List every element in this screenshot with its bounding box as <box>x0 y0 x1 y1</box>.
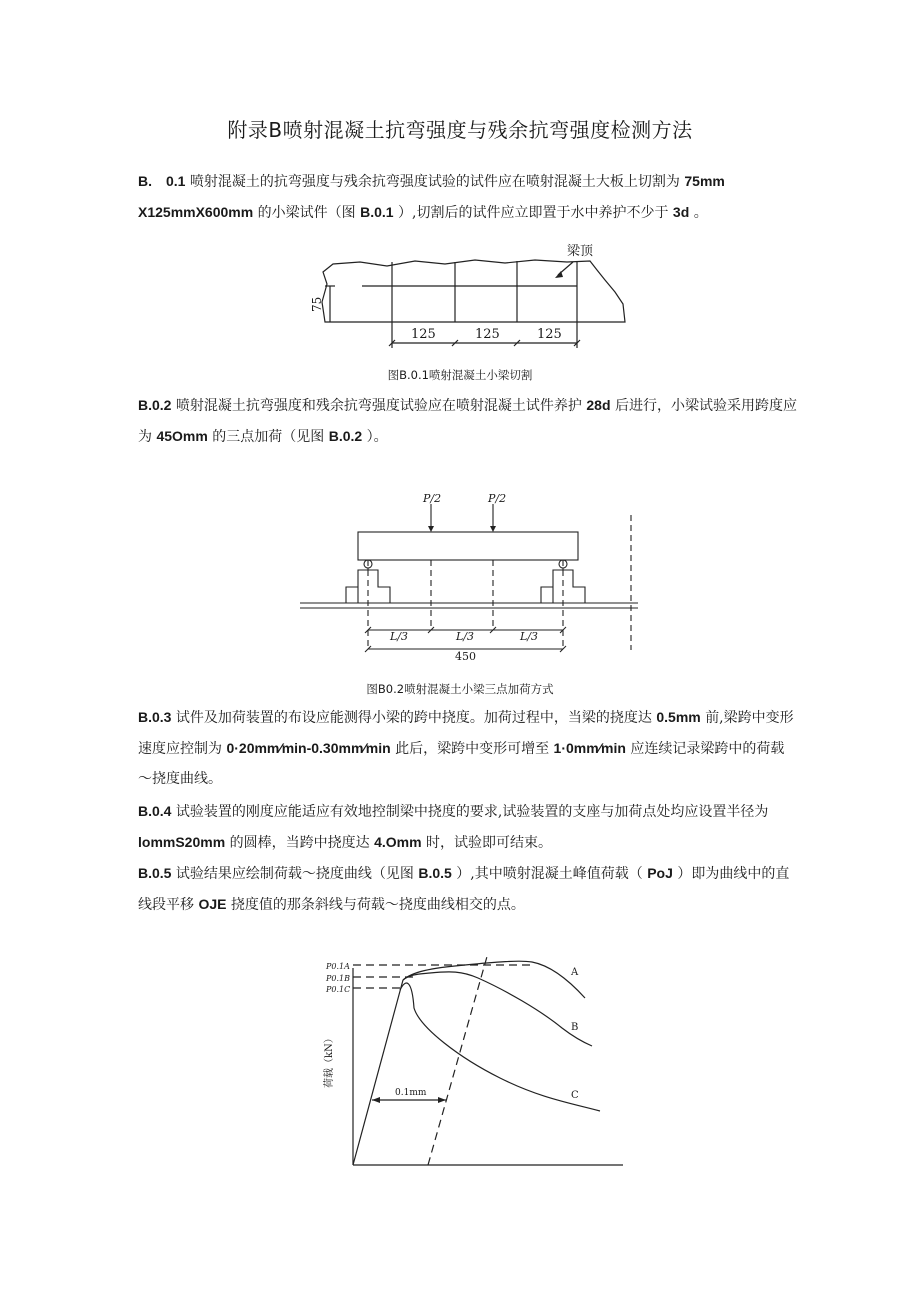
figure-three-point-loading <box>298 490 648 670</box>
text: 后进行，小梁试验采用跨度应为 <box>138 398 797 445</box>
value: 45Omm <box>156 428 208 444</box>
curve-a <box>403 961 585 998</box>
page-title: 附录B喷射混凝土抗弯强度与残余抗弯强度检测方法 <box>227 118 693 142</box>
offset-label: 0.1mm <box>395 1088 427 1098</box>
total-span-label: 450 <box>455 650 476 663</box>
text: 的圆棒，当跨中挠度达 <box>229 835 370 851</box>
clause-number: B.0.2 <box>138 397 172 413</box>
figure-load-deflection <box>300 948 640 1178</box>
width-dim-label: 125 <box>475 327 500 342</box>
figure-caption: 图B0.2喷射混凝土小梁三点加荷方式 <box>366 682 554 696</box>
figure-beam-cutting <box>305 242 645 357</box>
level-label-b: P0.1B <box>326 974 350 983</box>
value: B.0.1 <box>360 204 394 220</box>
text: 喷射混凝土抗弯强度和残余抗弯强度试验应在喷射混凝土试件养护 <box>175 398 582 414</box>
load-label: P/2 <box>488 492 507 505</box>
figure-caption: 图B.0.1喷射混凝土小梁切割 <box>387 368 533 382</box>
text: ）,切割后的试件应立即置于水中养护不少于 <box>398 205 669 221</box>
value: 28d <box>586 397 611 413</box>
clause-number: B.0.4 <box>138 803 172 819</box>
curve-label-c: C <box>571 1090 579 1101</box>
value: PoJ <box>647 865 673 881</box>
value: 3d <box>672 204 690 220</box>
span-label: L/3 <box>456 630 475 643</box>
text: 前,梁跨中变形速度应控制为 <box>138 710 794 757</box>
text: 的三点加荷（见图 <box>212 429 325 445</box>
text: 此后，梁跨中变形可增至 <box>395 741 550 757</box>
clause-number: B. 0.1 <box>138 173 186 189</box>
value: 1·0mm∕min <box>553 740 626 756</box>
width-dim-label: 125 <box>411 327 436 342</box>
clause-number: B.0.5 <box>138 865 172 881</box>
offset-line <box>428 953 488 1165</box>
beam <box>358 532 578 560</box>
clause-number: B.0.3 <box>138 709 172 725</box>
text: 试验结果应绘制荷载～挠度曲线（见图 <box>175 866 414 882</box>
initial-slope <box>353 980 403 1165</box>
span-label: L/3 <box>390 630 409 643</box>
level-label-a: P0.1A <box>326 962 350 971</box>
paragraph-b04 <box>138 796 798 858</box>
level-label-c: P0.1C <box>326 985 351 994</box>
curve-label-a: A <box>571 967 579 978</box>
value: 4.Omm <box>374 834 422 850</box>
text: 挠度值的那条斜线与荷载～挠度曲线相交的点。 <box>230 897 525 913</box>
value: B.0.2 <box>328 428 363 444</box>
y-axis-label: 荷载（kN） <box>324 1033 335 1088</box>
paragraph-b05 <box>138 858 798 920</box>
paragraph-b03 <box>138 702 798 794</box>
curve-c <box>400 983 600 1111</box>
text: ）。 <box>366 429 388 445</box>
text: 喷射混凝土的抗弯强度与残余抗弯强度试验的试件应在喷射混凝土大板上切割为 <box>189 174 680 190</box>
curve-label-b: B <box>571 1022 579 1033</box>
text: 。 <box>693 205 708 221</box>
value: 0.5mm <box>656 709 701 725</box>
value: B.0.5 <box>418 865 452 881</box>
paragraph-b01 <box>138 166 798 228</box>
text: ）,其中喷射混凝土峰值荷载（ <box>456 866 643 882</box>
beam-top-label: 梁顶 <box>567 244 594 259</box>
text: 试验装置的刚度应能适应有效地控制梁中挠度的要求,试验装置的支座与加荷点处均应设置半径为 <box>175 804 769 820</box>
text: 的小梁试件（图 <box>257 205 356 221</box>
text: 应连续记录梁跨中的荷载～挠度曲线。 <box>138 741 785 787</box>
text: ）即为曲线中的直线段平移 <box>138 866 790 913</box>
value: 0·20mm∕min-0.30mm∕min <box>226 740 391 756</box>
text: 时，试验即可结束。 <box>425 835 552 851</box>
paragraph-b02 <box>138 390 798 452</box>
text: 试件及加荷装置的布设应能测得小梁的跨中挠度。加荷过程中，当梁的挠度达 <box>175 710 652 726</box>
curve-b <box>403 972 592 1046</box>
load-label: P/2 <box>423 492 442 505</box>
value: 75mm <box>684 173 725 189</box>
height-dim-label: 75 <box>310 296 324 312</box>
slab-outline <box>322 260 625 322</box>
value: OJE <box>198 896 227 912</box>
width-dim-label: 125 <box>537 327 562 342</box>
value: X125mmX600mm <box>138 204 254 220</box>
value: lommS20mm <box>138 834 226 850</box>
span-label: L/3 <box>520 630 539 643</box>
